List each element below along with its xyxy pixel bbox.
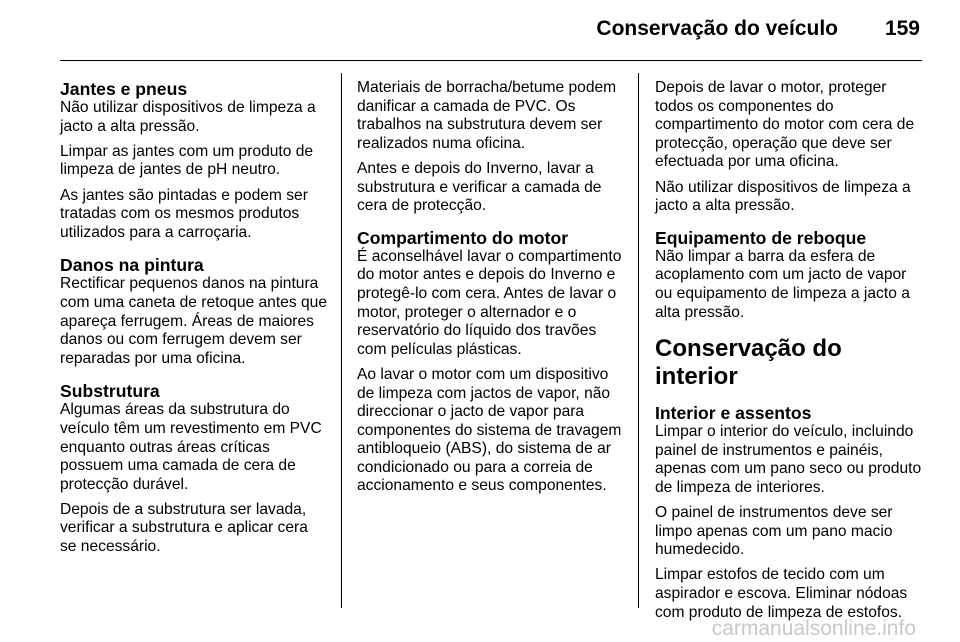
section-substrutura: [60, 381, 328, 556]
watermark: carmanualsonline.info: [711, 617, 916, 640]
paragraph: É aconselhável lavar o compartimento do motor antes e depois do Inverno e protegê-lo com cera. Antes de lavar o motor, proteger o alternador e o reservatório do líquido dos travões com películas plásticas.: [357, 247, 622, 358]
section-interior-e-assentos: [655, 403, 925, 622]
column-1: [60, 79, 328, 570]
paragraph: Limpar as jantes com um produto de limpeza de jantes de pH neutro.: [60, 142, 314, 179]
paragraph: Depois de lavar o motor, proteger todos os componentes do compartimento do motor com cera de protecção, operação que deve ser efectuada por uma oficina.: [655, 79, 915, 171]
page-header: [0, 0, 960, 62]
paragraph: Antes e depois do Inverno, lavar a substrutura e verificar a camada de cera de protecção.: [357, 159, 602, 215]
paragraph: Depois de a substrutura ser lavada, verificar a substrutura e aplicar cera se necessário.: [60, 500, 308, 556]
section-heading: Jantes e pneus: [60, 79, 188, 99]
column-2: [357, 79, 629, 509]
paragraph: Não utilizar dispositivos de limpeza a jacto a alta pressão.: [60, 99, 316, 135]
section-heading: Equipamento de reboque: [655, 227, 867, 248]
paragraph: Não limpar a barra da esfera de acoplamento com um jacto de vapor ou equipamento de limpeza a jacto a alta pressão.: [655, 247, 910, 321]
paragraph: As jantes são pintadas e podem ser tratadas com os mesmos produtos utilizados para a carroçaria.: [60, 186, 308, 241]
paragraph: Materiais de borracha/betume podem danificar a camada de PVC. Os trabalhos na substrutura devem ser realizados numa oficina.: [357, 79, 617, 152]
section-heading: Interior e assentos: [655, 403, 812, 424]
page-number: 159: [884, 17, 920, 40]
paragraph: Limpar estofos de tecido com um aspirador e escova. Eliminar nódoas com produto de limpeza de estofos.: [655, 566, 908, 621]
section-heading: Compartimento do motor: [357, 227, 569, 248]
section-compartimento-do-motor: [357, 228, 629, 496]
paragraph: Algumas áreas da substrutura do veículo têm um revestimento em PVC enquanto outras áreas críticas possuem uma camada de cera de protecção durável.: [60, 401, 322, 493]
paragraph: O painel de instrumentos deve ser limpo apenas com um pano macio humedecido.: [655, 504, 893, 559]
paragraph: Não utilizar dispositivos de limpeza a jacto a alta pressão.: [655, 178, 911, 215]
header-title: Conservação do veículo: [596, 17, 838, 40]
column-divider: [341, 73, 342, 608]
header-divider: [60, 60, 922, 61]
chapter-heading: Conservação do interior: [655, 335, 842, 391]
section-heading: Substrutura: [60, 381, 160, 402]
paragraph: Ao lavar o motor com um dispositivo de limpeza com jactos de vapor, não direccionar o jacto de vapor para componentes do sistema de travagem antibloqueio (ABS), do sistema de ar condicionado ou para a correia de accionamento e seus componentes.: [357, 365, 622, 495]
section-jantes-e-pneus: [60, 79, 328, 242]
column-divider: [638, 73, 639, 608]
paragraph: Rectificar pequenos danos na pintura com uma caneta de retoque antes que apareça ferrugem. Áreas de maiores danos ou com ferrugem devem ser reparadas por uma oficina.: [60, 275, 328, 367]
paragraph: Limpar o interior do veículo, incluindo painel de instrumentos e painéis, apenas com um pano seco ou produto de limpeza de interiores.: [655, 423, 922, 496]
column-3: [655, 79, 925, 635]
section-danos-na-pintura: [60, 255, 328, 368]
section-equipamento-de-reboque: [655, 228, 925, 322]
section-heading: Danos na pintura: [60, 255, 204, 276]
